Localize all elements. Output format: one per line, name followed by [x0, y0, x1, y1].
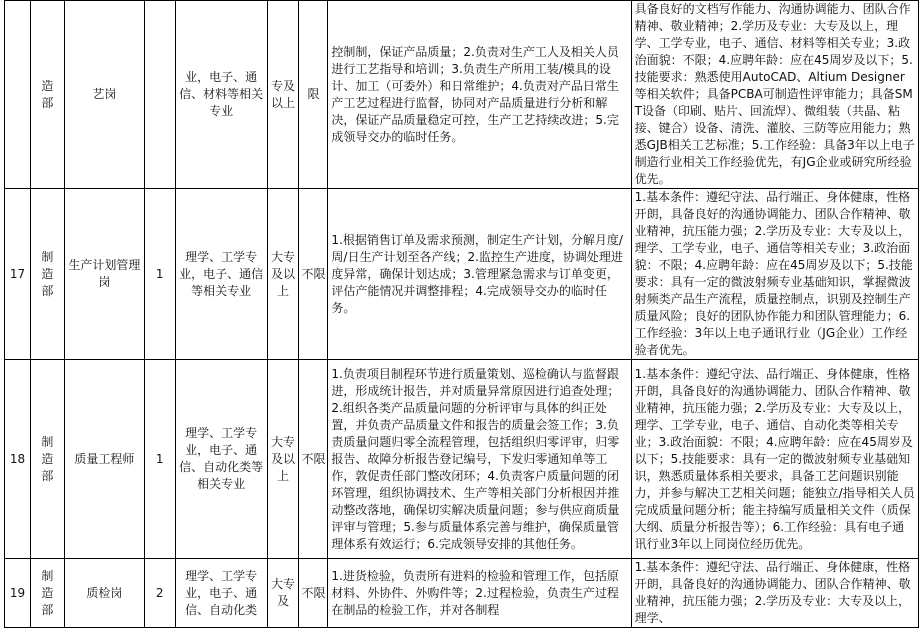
major-cell: 理学、工学专业，电子、通信等相关专业	[175, 189, 267, 360]
department-cell: 制造部	[30, 189, 64, 360]
department-cell: 造部	[30, 1, 64, 189]
experience-cell: 不限	[299, 189, 328, 360]
experience-cell: 限	[299, 1, 328, 189]
requirements-cell: 1.基本条件：遵纪守法、品行端正、身体健康，性格开朗，具备良好的沟通协调能力、团队合作精神、敬业精神，抗压能力强；2.学历及专业：大专及以上，理学、工学专业，电子、通信等相关专业；3.政治面貌：不限；4.应聘年龄：应在45周岁及以下；5.技能要求：具有一定的微波射频专业基础知识，掌握微波射频类产品生产流程，质量控制点，识别及控制生产质量风险；良好的团队协作能力和团队管理能力；6.工作经验：3年以上电子通讯行业（JG企业）工作经验者优先。	[631, 189, 918, 360]
position-cell: 质检岗	[64, 559, 144, 628]
table-row	[5, 360, 919, 559]
education-cell: 专及以上	[267, 1, 299, 189]
major-cell: 业，电子、通信、材料等相关专业	[175, 1, 267, 189]
major-cell: 理学、工学专业，电子、通信、自动化类等相关专业	[175, 360, 267, 559]
requirements-cell: 1.基本条件：遵纪守法、品行端正、身体健康，性格开朗，具备良好的沟通协调能力、团队合作精神、敬业精神，抗压能力强；2.学历及专业：大专及以上，理学、工学专业，电子、通信、自动化类等相关专业；3.政治面貌：不限；4.应聘年龄：应在45周岁及以下；5.技能要求：具有一定的微波射频专业基础知识，熟悉质量体系相关要求，具备工艺问题识别能力，并参与解决工艺相关问题；能独立/指导相关人员完成质量问题分析；能主持编写质量相关文件（质保大纲、质量分析报告等）；6.工作经验：具有电子通讯行业3年以上同岗位经历优先。	[631, 360, 918, 559]
department-cell: 制造部	[30, 360, 64, 559]
major-cell: 理学、工学专业，电子、通信、自动化类	[175, 559, 267, 628]
headcount-cell	[144, 1, 175, 189]
recruitment-table	[4, 0, 919, 628]
position-cell: 质量工程师	[64, 360, 144, 559]
headcount-cell: 2	[144, 559, 175, 628]
duties-cell: 控制制，保证产品质量；2.负责对生产工人及相关人员进行工艺指导和培训；3.负责生产所用工装/模具的设计、加工（可委外）和日常维护；4.负责对产品日常生产工艺过程进行监督，协同对产品质量进行分析和解决，保证产品质量稳定可控，生产工艺持续改进；5.完成领导交办的临时任务。	[328, 1, 631, 189]
education-cell: 大专及	[267, 559, 299, 628]
duties-cell: 1.负责项目制程环节进行质量策划、巡检确认与监督跟进，形成统计报告，并对质量异常原因进行追查处理；2.组织各类产品质量问题的分析评审与具体的纠正处置，并负责产品质量文件和报告的质量会签工作；3.负责质量问题归零全流程管理，包括组织归零评审，归零报告、故障分析报告登记编号，下发归零通知单等工作，敦促责任部门整改闭环；4.负责客户质量问题的闭环管理，组织协调技术、生产等相关部门分析根因并推动整改落地，确保切实解决质量问题；参与供应商质量评审与管理；5.参与质量体系完善与维护，确保质量管理体系有效运行；6.完成领导安排的其他任务。	[328, 360, 631, 559]
row-number: 18	[5, 360, 31, 559]
headcount-cell: 1	[144, 360, 175, 559]
table-row	[5, 559, 919, 628]
department-cell: 制造部	[30, 559, 64, 628]
table-row	[5, 189, 919, 360]
requirements-cell: 1.基本条件：遵纪守法、品行端正、身体健康，性格开朗，具备良好的沟通协调能力、团队合作精神、敬业精神，抗压能力强；2.学历及专业：大专及以上，理学、	[631, 559, 918, 628]
duties-cell: 1.进货检验，负责所有进料的检验和管理工作，包括原材料、外协件、外购件等；2.过程检验，负责生产过程在制品的检验工作，并对各制程	[328, 559, 631, 628]
experience-cell: 不限	[299, 360, 328, 559]
requirements-cell: 具备良好的文档写作能力、沟通协调能力、团队合作精神、敬业精神；2.学历及专业：大专及以上，理学、工学专业，电子、通信、材料等相关专业；3.政治面貌：不限；4.应聘年龄：应在45周岁及以下；5.技能要求：熟悉使用AutoCAD、Altium Designer等相关软件；具备PCBA可制造性评审能力；具备SMT设备（印刷、贴片、回流焊）、微组装（共晶、粘接、键合）设备、清洗、灌胶、三防等应用能力；熟悉GJB相关工艺标准；5.工作经验：具备3年以上电子制造行业相关工作经验优先，有JG企业或研究所经验优先。	[631, 1, 918, 189]
experience-cell: 不限	[299, 559, 328, 628]
row-number: 19	[5, 559, 31, 628]
headcount-cell: 1	[144, 189, 175, 360]
row-number: 17	[5, 189, 31, 360]
row-number	[5, 1, 31, 189]
education-cell: 大专及以上	[267, 360, 299, 559]
position-cell: 艺岗	[64, 1, 144, 189]
position-cell: 生产计划管理岗	[64, 189, 144, 360]
duties-cell: 1.根据销售订单及需求预测，制定生产计划，分解月度/周/日生产计划至各产线；2.监控生产进度，协调处理进度异常，确保计划达成；3.管理紧急需求与订单变更，评估产能情况并调整排程；4.完成领导交办的临时任务。	[328, 189, 631, 360]
table-row	[5, 1, 919, 189]
education-cell: 大专及以上	[267, 189, 299, 360]
